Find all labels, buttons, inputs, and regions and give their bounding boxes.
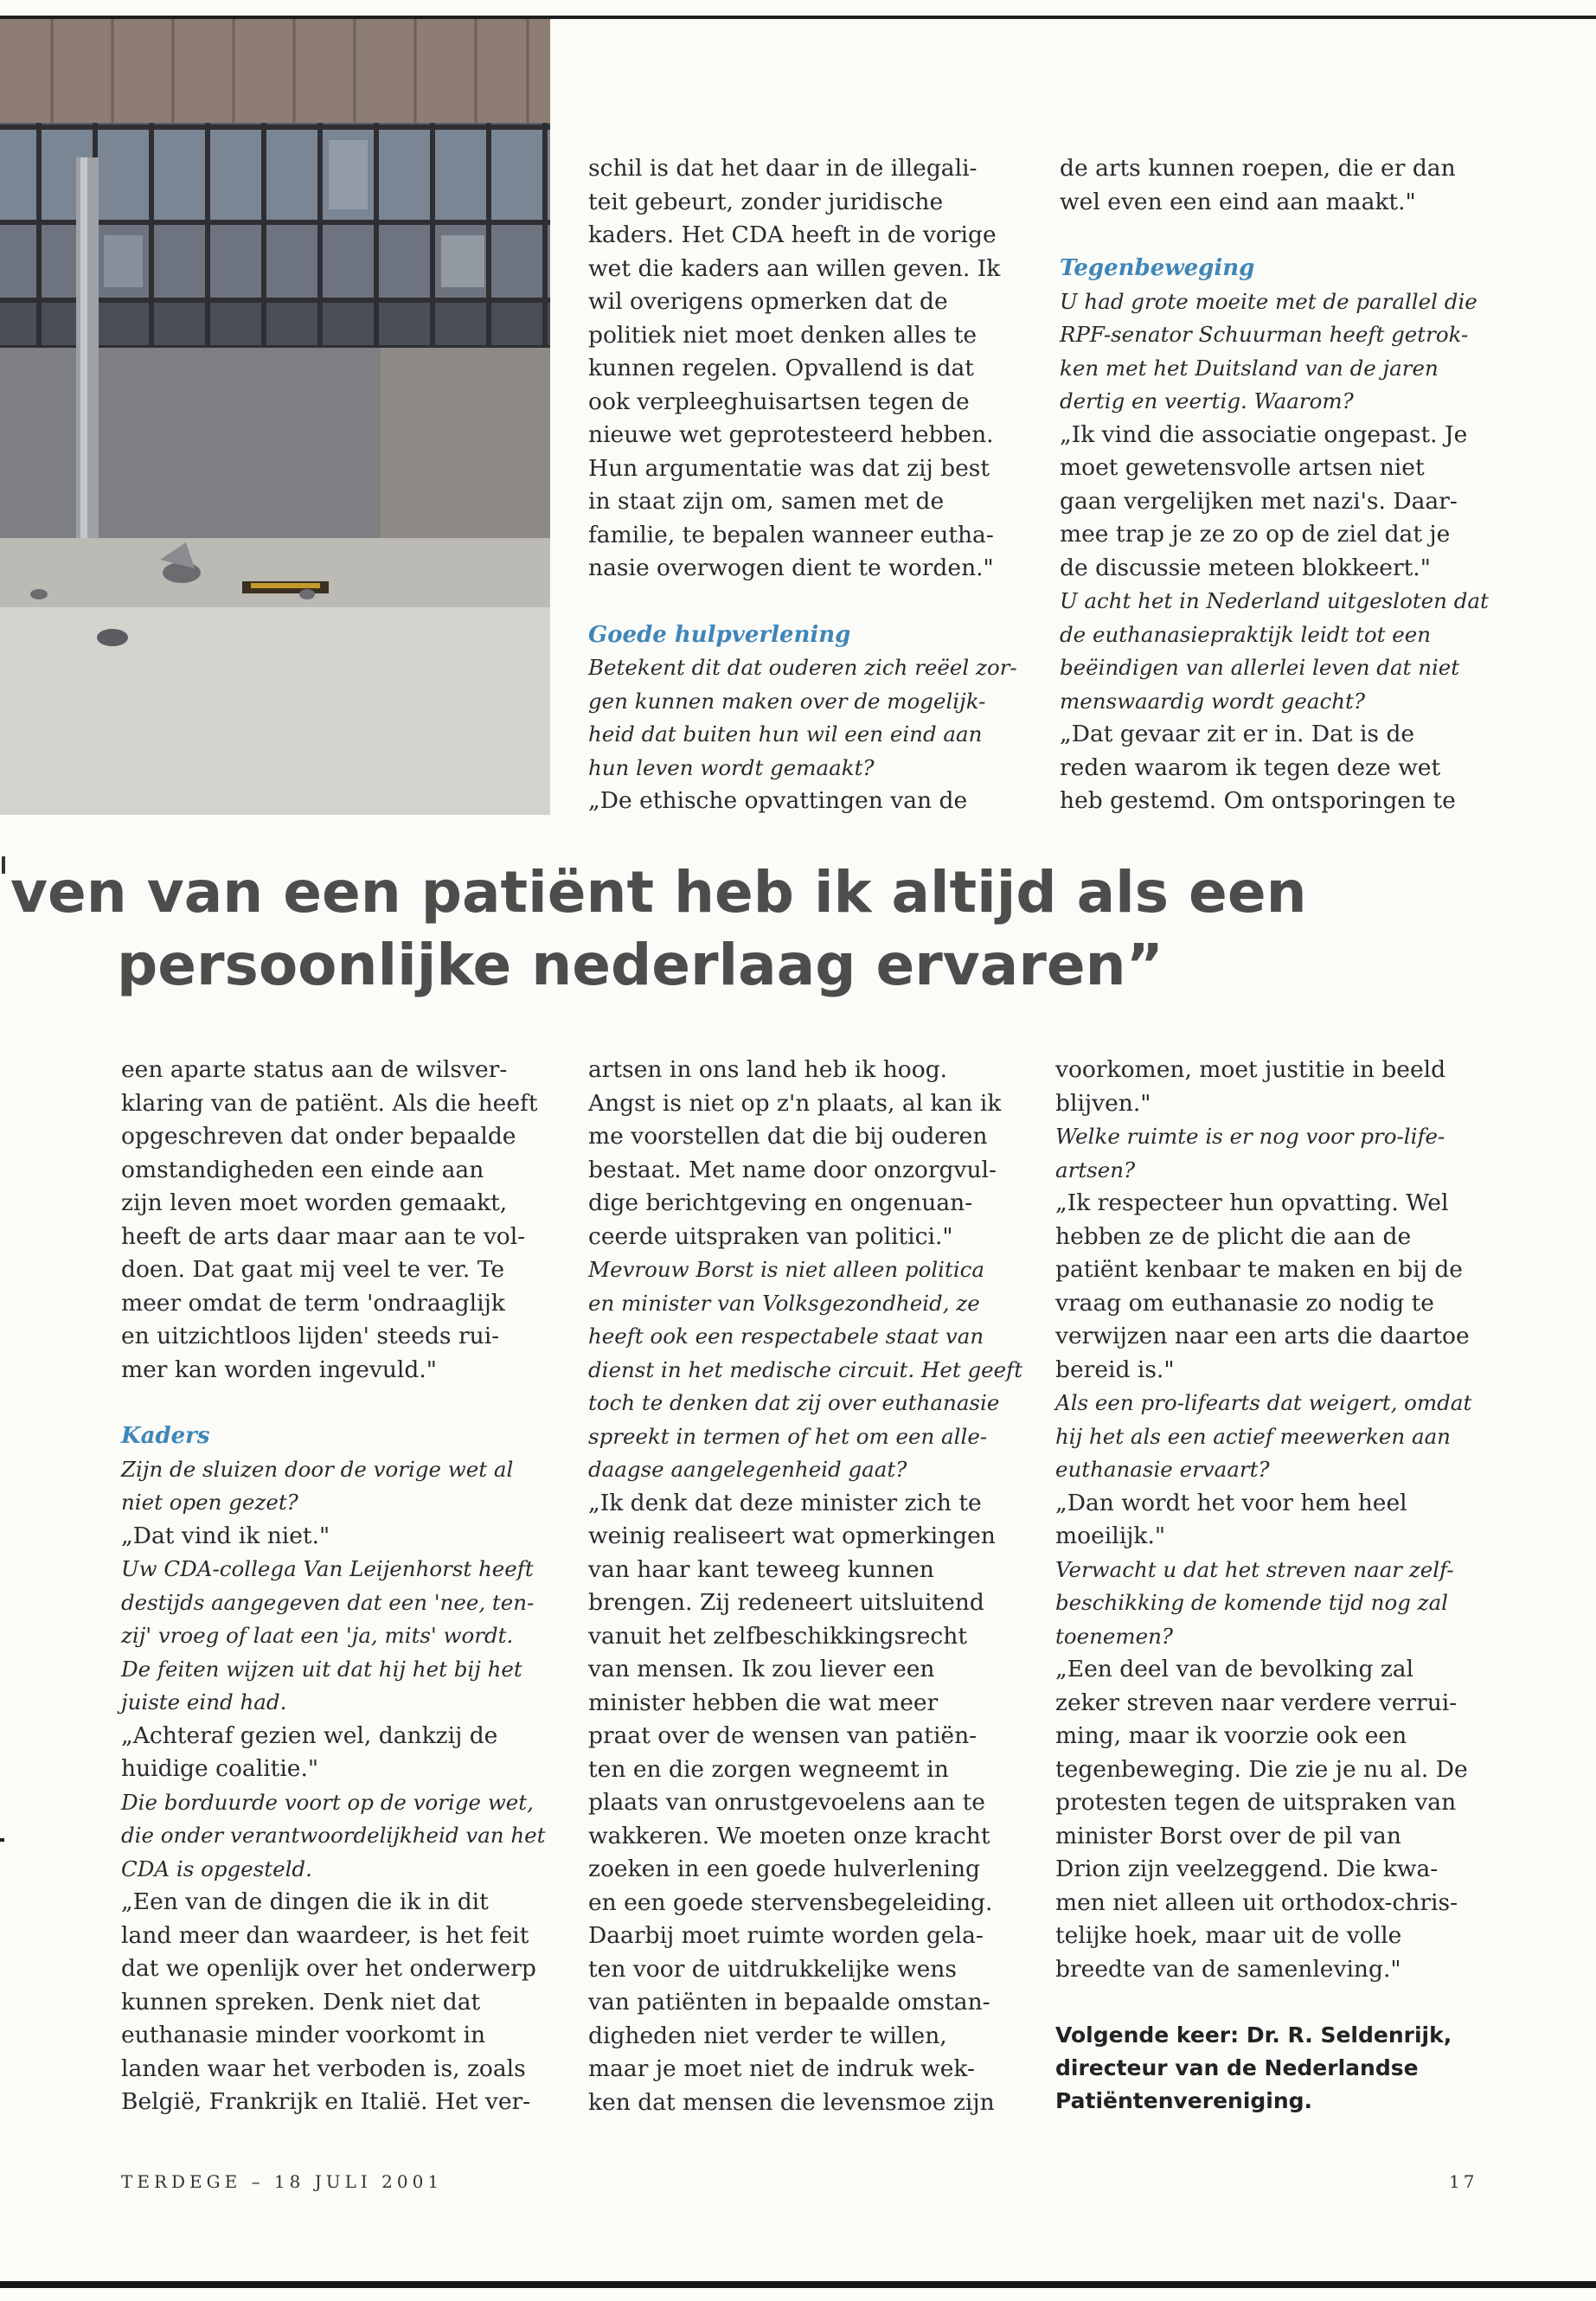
body-text-line: Hun argumentatie was dat zij best xyxy=(588,454,990,482)
body-text-line: gaan vergelijken met nazi's. Daar- xyxy=(1060,487,1458,515)
body-text-line: bestaat. Met name door onzorgvul- xyxy=(588,1156,997,1183)
body-text-line: „De ethische opvattingen van de xyxy=(588,787,968,814)
body-text-line: de discussie meteen blokkeert." xyxy=(1060,554,1431,581)
body-text-line: verwijzen naar een arts die daartoe xyxy=(1055,1323,1470,1349)
body-text-line: de arts kunnen roepen, die er dan xyxy=(1060,155,1456,182)
body-text-line: reden waarom ik tegen deze wet xyxy=(1060,753,1441,781)
body-text-line: minister Borst over de pil van xyxy=(1055,1822,1401,1849)
body-text-line: ook verpleeghuisartsen tegen de xyxy=(588,388,970,415)
interview-question-line: Mevrouw Borst is niet alleen politica xyxy=(588,1257,984,1282)
interview-question-line: toch te denken dat zij over euthanasie xyxy=(588,1390,1000,1415)
interview-question-line: zij' vroeg of laat een 'ja, mits' wordt. xyxy=(121,1623,514,1648)
pull-quote-line-2: persoonlijke nederlaag ervaren” xyxy=(117,932,1164,998)
body-text-line: politiek niet moet denken alles te xyxy=(588,321,977,349)
quote-edge-mark xyxy=(2,856,5,874)
body-text-line: meer omdat de term 'ondraaglijk xyxy=(121,1289,505,1317)
body-text-line: „Achteraf gezien wel, dankzij de xyxy=(121,1721,498,1749)
body-text-line: patiënt kenbaar te maken en bij de xyxy=(1055,1256,1463,1283)
body-text-line: heb gestemd. Om ontsporingen te xyxy=(1060,787,1456,814)
body-text-line: landen waar het verboden is, zoals xyxy=(121,2054,526,2082)
body-text-line: minister hebben die wat meer xyxy=(588,1689,939,1716)
interview-question-line: spreekt in termen of het om een alle- xyxy=(588,1423,988,1449)
body-text-line: familie, te bepalen wanneer eutha- xyxy=(588,521,994,548)
body-text-line: Daarbij moet ruimte worden gela- xyxy=(588,1922,984,1949)
body-text-line: zeker streven naar verdere verrui- xyxy=(1055,1689,1458,1716)
bottom-column-2 xyxy=(588,1054,1038,2119)
interview-question-line: die onder verantwoordelijkheid van het xyxy=(121,1823,546,1848)
interview-question-line: U acht het in Nederland uitgesloten dat xyxy=(1060,588,1489,613)
body-text-line: hebben ze de plicht die aan de xyxy=(1055,1222,1412,1250)
interview-question-line: De feiten wijzen uit dat hij het bij het xyxy=(121,1656,522,1682)
body-text-line: kunnen regelen. Opvallend is dat xyxy=(588,355,974,381)
body-text-line: „Dat gevaar zit er in. Dat is de xyxy=(1060,721,1415,747)
interview-question-line: beschikking de komende tijd nog zal xyxy=(1055,1590,1449,1615)
pull-quote-line-1: ven van een patiënt heb ik altijd als een xyxy=(10,859,1307,926)
body-text-line: voorkomen, moet justitie in beeld xyxy=(1055,1056,1446,1083)
body-text-line: kaders. Het CDA heeft in de vorige xyxy=(588,221,997,248)
body-text-line: klaring van de patiënt. Als die heeft xyxy=(121,1089,538,1117)
body-text-line: kunnen spreken. Denk niet dat xyxy=(121,1988,481,2016)
interview-question-line: Betekent dit dat ouderen zich reëel zor- xyxy=(588,655,1017,680)
body-text-line: moet gewetensvolle artsen niet xyxy=(1060,454,1425,481)
page-number: 17 xyxy=(1449,2171,1478,2192)
pull-quote xyxy=(10,856,1567,1002)
body-text-line: teit gebeurt, zonder juridische xyxy=(588,188,944,215)
interview-question-line: CDA is opgesteld. xyxy=(121,1856,312,1881)
body-text-line: weinig realiseert wat opmerkingen xyxy=(588,1522,996,1549)
interview-question-line: menswaardig wordt geacht? xyxy=(1060,688,1365,714)
body-text-line: huidige coalitie." xyxy=(121,1755,319,1782)
bottom-rule xyxy=(0,2281,1596,2288)
body-text-line: euthanasie minder voorkomt in xyxy=(121,2022,486,2048)
body-text-line: heeft de arts daar maar aan te vol- xyxy=(121,1222,526,1250)
body-text-line: „Ik denk dat deze minister zich te xyxy=(588,1489,982,1516)
body-text-line: in staat zijn om, samen met de xyxy=(588,488,945,515)
next-issue-note: Patiëntenvereniging. xyxy=(1055,2088,1313,2113)
interview-question-line: Welke ruimte is er nog voor pro-life- xyxy=(1055,1124,1445,1149)
body-text-line: „Ik vind die associatie ongepast. Je xyxy=(1060,420,1468,448)
paragraph-gap xyxy=(1060,219,1509,252)
bottom-column-1 xyxy=(121,1054,562,2119)
body-text-line: een aparte status aan de wilsver- xyxy=(121,1056,508,1083)
body-text-line: praat over de wensen van patiën- xyxy=(588,1722,977,1749)
body-text-line: bereid is." xyxy=(1055,1356,1175,1383)
body-text-line: wet die kaders aan willen geven. Ik xyxy=(588,254,1001,282)
margin-tick xyxy=(0,1838,4,1842)
body-text-line: me voorstellen dat die bij ouderen xyxy=(588,1123,988,1150)
body-text-line: maar je moet niet de indruk wek- xyxy=(588,2055,975,2082)
body-text-line: ceerde uitspraken van politici." xyxy=(588,1222,953,1250)
body-text-line: Drion zijn veelzeggend. Die kwa- xyxy=(1055,1856,1439,1882)
interview-question-line: daagse aangelegenheid gaat? xyxy=(588,1457,907,1482)
body-text-line: moeilijk." xyxy=(1055,1522,1166,1549)
interview-question-line: hun leven wordt gemaakt? xyxy=(588,754,875,780)
body-text-line: wil overigens opmerken dat de xyxy=(588,288,948,315)
body-text-line: ten voor de uitdrukkelijke wens xyxy=(588,1955,957,1983)
body-text-line: ten en die zorgen wegneemt in xyxy=(588,1755,949,1783)
body-text-line: wakkeren. We moeten onze kracht xyxy=(588,1822,990,1849)
body-text-line: men niet alleen uit orthodox-chris- xyxy=(1055,1888,1458,1916)
body-text-line: protesten tegen de uitspraken van xyxy=(1055,1789,1457,1816)
body-text-line: nasie overwogen dient te worden." xyxy=(588,554,994,581)
body-text-line: mer kan worden ingevuld." xyxy=(121,1356,437,1383)
paragraph-gap xyxy=(588,586,1038,619)
interview-question-line: U had grote moeite met de parallel die xyxy=(1060,288,1477,314)
body-text-line: zoeken in een goede hulverlening xyxy=(588,1856,980,1882)
body-text-line: blijven." xyxy=(1055,1089,1151,1117)
body-text-line: en een goede stervensbegeleiding. xyxy=(588,1888,993,1916)
body-text-line: plaats van onrustgevoelens aan te xyxy=(588,1789,985,1816)
subheading: Goede hulpverlening xyxy=(588,621,851,648)
body-text-line: mee trap je ze zo op de ziel dat je xyxy=(1060,521,1451,548)
subheading: Kaders xyxy=(121,1423,210,1449)
interview-question-line: beëindigen van allerlei leven dat niet xyxy=(1060,655,1460,680)
body-text-line: telijke hoek, maar uit de volle xyxy=(1055,1922,1402,1949)
interview-question-line: Als een pro-lifearts dat weigert, omdat xyxy=(1055,1390,1472,1415)
body-text-line: land meer dan waardeer, is het feit xyxy=(121,1921,529,1949)
body-text-line: België, Frankrijk en Italië. Het ver- xyxy=(121,2088,531,2115)
body-text-line: nieuwe wet geprotesteerd hebben. xyxy=(588,421,994,448)
body-text-line: omstandigheden een einde aan xyxy=(121,1156,484,1183)
top-column-2 xyxy=(588,152,1038,818)
interview-question-line: ken met het Duitsland van de jaren xyxy=(1060,355,1439,381)
next-issue-note: Volgende keer: Dr. R. Seldenrijk, xyxy=(1055,2022,1452,2048)
interview-question-line: gen kunnen maken over de mogelijk- xyxy=(588,688,986,714)
body-text-line: Angst is niet op z'n plaats, al kan ik xyxy=(588,1089,1002,1117)
interview-question-line: RPF-senator Schuurman heeft getrok- xyxy=(1060,322,1469,347)
body-text-line: brengen. Zij redeneert uitsluitend xyxy=(588,1589,984,1616)
body-text-line: van patiënten in bepaalde omstan- xyxy=(588,1989,990,2016)
body-text-line: schil is dat het daar in de illegali- xyxy=(588,155,977,182)
body-text-line: dige berichtgeving en ongenuan- xyxy=(588,1189,973,1216)
body-text-line: van haar kant teweeg kunnen xyxy=(588,1555,934,1583)
body-text-line: ken dat mensen die levensmoe zijn xyxy=(588,2088,995,2116)
body-text-line: „Een deel van de bevolking zal xyxy=(1055,1656,1414,1682)
body-text-line: vraag om euthanasie zo nodig te xyxy=(1055,1289,1434,1317)
body-text-line: artsen in ons land heb ik hoog. xyxy=(588,1056,948,1083)
body-text-line: digheden niet verder te willen, xyxy=(588,2022,947,2049)
body-text-line: „Dan wordt het voor hem heel xyxy=(1055,1489,1407,1516)
interview-question-line: niet open gezet? xyxy=(121,1490,298,1515)
footer-publication: TERDEGE – 18 JULI 2001 xyxy=(121,2171,444,2192)
subheading: Tegenbeweging xyxy=(1060,255,1255,281)
top-column-3 xyxy=(1060,152,1509,818)
body-text-line: dat we openlijk over het onderwerp xyxy=(121,1955,536,1982)
body-text-line: tegenbeweging. Die zie je nu al. De xyxy=(1055,1755,1468,1783)
interview-question-line: hij het als een actief meewerken aan xyxy=(1055,1423,1451,1449)
paragraph-gap xyxy=(1055,1986,1522,2019)
interview-question-line: artsen? xyxy=(1055,1157,1136,1183)
paragraph-gap xyxy=(121,1387,562,1420)
building-photo xyxy=(0,19,550,815)
interview-question-line: heeft ook een respectabele staat van xyxy=(588,1324,984,1349)
interview-question-line: Uw CDA-collega Van Leijenhorst heeft xyxy=(121,1556,534,1581)
body-text-line: „Een van de dingen die ik in dit xyxy=(121,1888,489,1915)
interview-question-line: en minister van Volksgezondheid, ze xyxy=(588,1290,980,1316)
interview-question-line: heid dat buiten hun wil een eind aan xyxy=(588,721,983,747)
interview-question-line: dertig en veertig. Waarom? xyxy=(1060,388,1354,413)
interview-question-line: Zijn de sluizen door de vorige wet al xyxy=(121,1456,514,1482)
interview-question-line: toenemen? xyxy=(1055,1623,1174,1649)
body-text-line: „Dat vind ik niet." xyxy=(121,1522,330,1549)
interview-question-line: destijds aangegeven dat een 'nee, ten- xyxy=(121,1589,535,1615)
bottom-column-3 xyxy=(1055,1054,1522,2118)
body-text-line: opgeschreven dat onder bepaalde xyxy=(121,1123,516,1150)
body-text-line: wel even een eind aan maakt." xyxy=(1060,188,1416,215)
interview-question-line: de euthanasiepraktijk leidt tot een xyxy=(1060,621,1432,647)
body-text-line: doen. Dat gaat mij veel te ver. Te xyxy=(121,1256,505,1283)
interview-question-line: juiste eind had. xyxy=(121,1689,287,1715)
body-text-line: ming, maar ik voorzie ook een xyxy=(1055,1722,1407,1749)
body-text-line: breedte van de samenleving." xyxy=(1055,1955,1401,1983)
body-text-line: van mensen. Ik zou liever een xyxy=(588,1656,935,1682)
next-issue-note: directeur van de Nederlandse xyxy=(1055,2055,1419,2080)
body-text-line: zijn leven moet worden gemaakt, xyxy=(121,1189,508,1216)
interview-question-line: euthanasie ervaart? xyxy=(1055,1457,1270,1482)
interview-question-line: Verwacht u dat het streven naar zelf- xyxy=(1055,1556,1454,1582)
body-text-line: „Ik respecteer hun opvatting. Wel xyxy=(1055,1189,1449,1216)
interview-question-line: Die borduurde voort op de vorige wet, xyxy=(121,1789,534,1815)
interview-question-line: dienst in het medische circuit. Het geeft xyxy=(588,1356,1023,1382)
body-text-line: vanuit het zelfbeschikkingsrecht xyxy=(588,1622,967,1650)
body-text-line: en uitzichtloos lijden' steeds rui- xyxy=(121,1323,500,1349)
